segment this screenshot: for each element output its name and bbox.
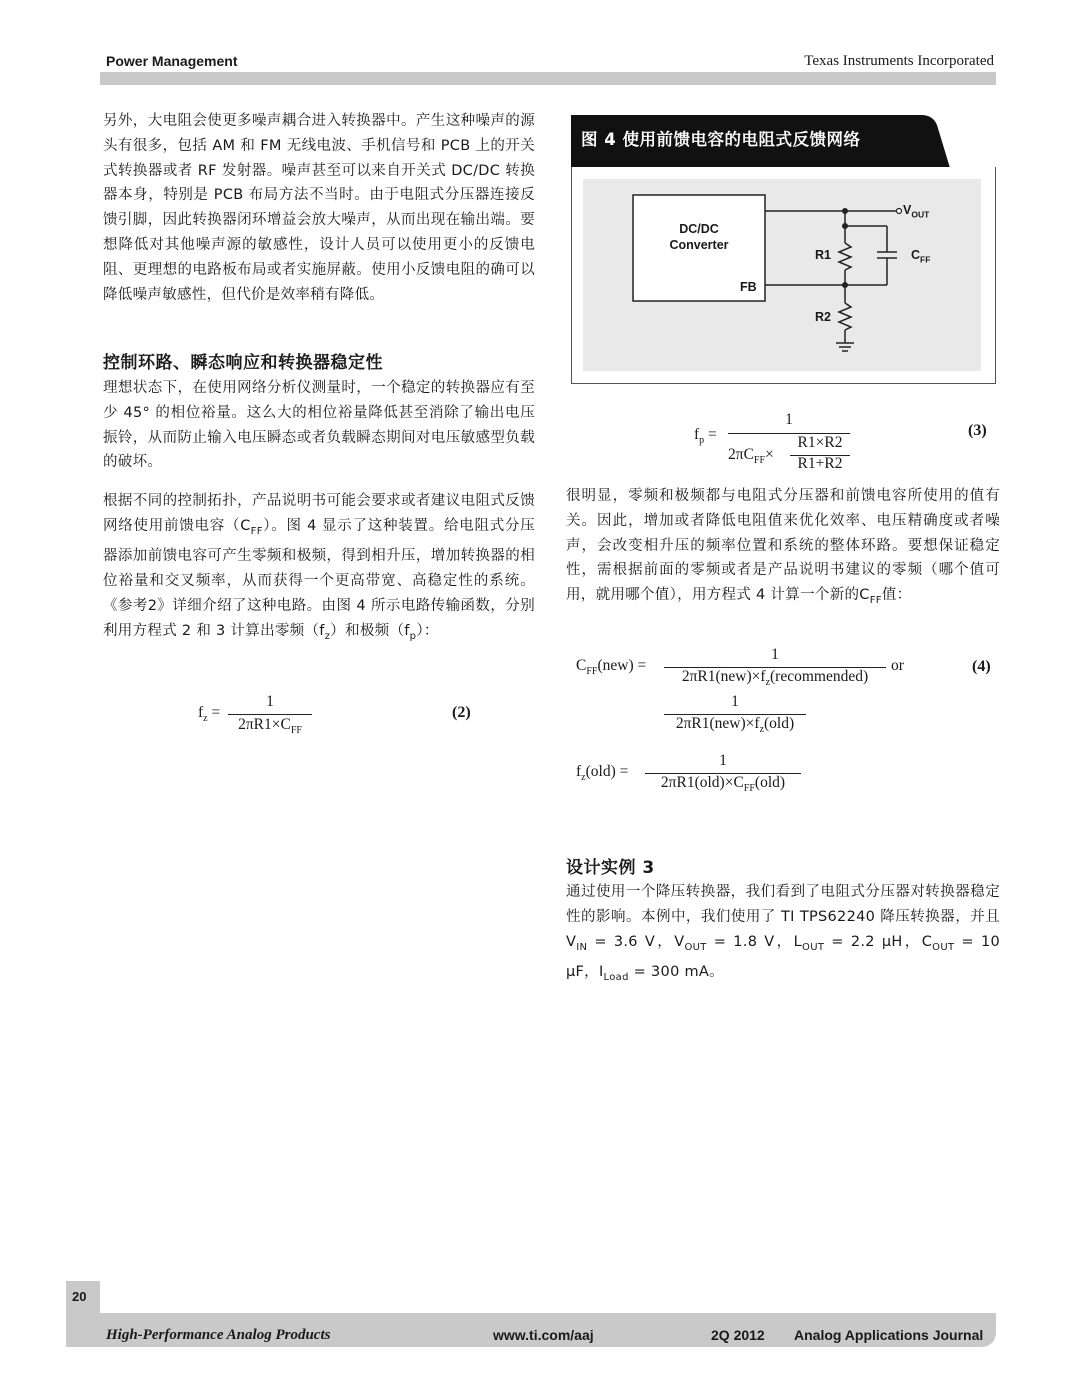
equation-number-2: (2): [452, 704, 471, 721]
footer-url: www.ti.com/aaj: [493, 1327, 594, 1343]
paragraph-design-example: 通过使用一个降压转换器，我们看到了电阻式分压器对转换器稳定性的影响。本例中，我们使用了 TI TPS62240 降压转换器，并且 $V_{IN} = 3.6$ V，$V_{OUT} = 1.8$ V，$L_{OUT} = 2.2$ μH，$C_{OUT} = 10$ μF，$I_{Load} = 300$ mA。: [566, 884, 1001, 984]
running-header-publisher: Texas Instruments Incorporated: [804, 53, 994, 69]
r1-label: R1: [815, 248, 831, 262]
figure-title: 图 4 使用前馈电容的电阻式反馈网络: [581, 130, 861, 149]
running-header-section: Power Management: [106, 53, 238, 69]
page-number-tab: [66, 1281, 100, 1313]
vout-label: $V_{OUT}$: [903, 203, 930, 220]
page-number: 20: [72, 1289, 87, 1304]
fb-pin-label: FB: [740, 280, 757, 294]
cff-label: $C_{FF}$: [911, 248, 931, 265]
header-rule: [100, 72, 996, 85]
footer-issue: 2Q 2012: [711, 1327, 765, 1343]
r2-label: R2: [815, 310, 831, 324]
paragraph-phase-margin: 理想状态下，在使用网络分析仪测量时，一个稳定的转换器应有至少 45° 的相位裕量。这么大的相位裕量降低甚至消除了输出电压振铃，从而防止输入电压瞬态或者负载瞬态期间对电压敏感型负载的破坏。: [103, 380, 535, 471]
footer-journal: Analog Applications Journal: [794, 1327, 984, 1343]
equation-number-3: (3): [968, 422, 987, 439]
equation-number-4: (4): [972, 658, 991, 675]
section-heading-control-loop: 控制环路、瞬态响应和转换器稳定性: [103, 353, 383, 373]
dcdc-converter-block: DC/DC Converter: [669, 222, 729, 252]
section-heading-design-example-3: 设计实例 3: [566, 858, 655, 878]
footer-product-line: High-Performance Analog Products: [106, 1327, 331, 1343]
paragraph-zero-pole: 很明显，零频和极频都与电阻式分压器和前馈电容所使用的值有关。因此，增加或者降低电阻值来优化效率、电压精确度或者噪声，会改变相升压的频率位置和系统的整体环路。要想保证稳定性，需根据前面的零频或者是产品说明书建议的零频（哪个值可用，就用哪个值），用方程式 4 计算一个新的$C_{FF}$值：: [566, 488, 1000, 607]
paragraph-feedforward: 根据不同的控制拓扑，产品说明书可能会要求或者建议电阻式反馈网络使用前馈电容$(C_{FF})$。图 4 显示了这种装置。给电阻式分压器添加前馈电容可产生零频和极频，得到相升压，增加转换器的相位裕量和交叉频率，从而获得一个更高带宽、高稳定性的系统。《参考2》详细介绍了这种电路。由图 4 所示电路传输函数，分别利用方程式 2 和 3 计算出零频$(f_z)$和极频$(f_p)$：: [103, 493, 535, 642]
paragraph-noise: 另外，大电阻会使更多噪声耦合进入转换器中。产生这种噪声的源头有很多，包括 AM 和 FM 无线电波、手机信号和 PCB 上的开关式转换器或者 RF 发射器。噪声甚至可以来自开关式 DC/DC 转换器本身，特别是 PCB 布局方法不当时。由于电阻式分压器连接反馈引脚，因此转换器闭环增益会放大噪声，从而出现在输出端。要想降低对其他噪声源的敏感性，设计人员可以使用更小的反馈电阻、更理想的电路板布局或者实施屏蔽。使用小反馈电阻的确可以降低噪声敏感性，但代价是效率稍有降低。: [103, 113, 535, 303]
